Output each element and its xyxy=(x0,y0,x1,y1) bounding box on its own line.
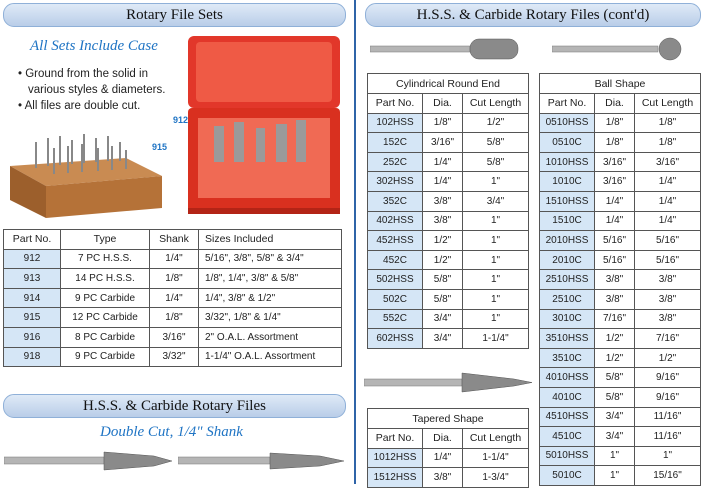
table-cell: 5/8" xyxy=(423,270,463,290)
table-row xyxy=(540,446,701,466)
table-row xyxy=(540,113,701,133)
table-row xyxy=(368,250,529,270)
table-cell: 1" xyxy=(595,466,635,486)
table-row xyxy=(540,152,701,172)
table-row xyxy=(540,270,701,290)
table-row xyxy=(368,231,529,251)
col-dia: Dia. xyxy=(595,94,635,114)
table-cell: 1/2" xyxy=(595,348,635,368)
part-number-cell: 2010HSS xyxy=(540,231,595,251)
table-cell: 3/32", 1/8" & 1/4" xyxy=(199,308,342,328)
table-row xyxy=(540,191,701,211)
part-number-cell: 552C xyxy=(368,309,423,329)
wooden-block-set-image xyxy=(6,128,166,220)
part-number-cell: 502HSS xyxy=(368,270,423,290)
table-cell: 1" xyxy=(463,289,529,309)
red-case-set-image xyxy=(186,34,348,216)
table-cell: 7 PC H.S.S. xyxy=(61,249,150,269)
table-row xyxy=(368,270,529,290)
table-cell: 1/8" xyxy=(635,133,701,153)
table-cell: 1" xyxy=(463,250,529,270)
part-number-cell: 912 xyxy=(4,249,61,269)
rotary-files-contd-banner xyxy=(365,3,701,27)
table-cell: 1-1/4" xyxy=(463,448,529,468)
table-cell: 3/16" xyxy=(423,133,463,153)
part-number-cell: 3010C xyxy=(540,309,595,329)
tapered-shape-table xyxy=(367,408,529,488)
table-row xyxy=(540,309,701,329)
part-number-cell: 0510HSS xyxy=(540,113,595,133)
table-cell: 1/2" xyxy=(463,113,529,133)
table-cell: 3/32" xyxy=(150,347,199,367)
table-row xyxy=(368,329,529,349)
part-number-cell: 602HSS xyxy=(368,329,423,349)
table-row xyxy=(368,191,529,211)
table-cell: 1/8" xyxy=(150,269,199,289)
table-cell: 1/4" xyxy=(423,172,463,192)
part-number-cell: 4510C xyxy=(540,427,595,447)
col-sizes: Sizes Included xyxy=(199,230,342,250)
table-row xyxy=(540,211,701,231)
part-number-cell: 2510C xyxy=(540,289,595,309)
table-row xyxy=(368,113,529,133)
table-cell: 3/16" xyxy=(150,327,199,347)
col-part-no: Part No. xyxy=(540,94,595,114)
part-number-cell: 452HSS xyxy=(368,231,423,251)
table-row xyxy=(4,288,342,308)
table-row xyxy=(540,348,701,368)
tapered-burr-image xyxy=(178,447,348,475)
table-cell: 9/16" xyxy=(635,368,701,388)
table-cell: 9/16" xyxy=(635,387,701,407)
table-cell: 11/16" xyxy=(635,427,701,447)
table-row xyxy=(368,468,529,488)
table-cell: 1" xyxy=(463,211,529,231)
table-cell: 3/8" xyxy=(423,191,463,211)
callout-912: 912 xyxy=(173,115,189,125)
cylindrical-caption: Cylindrical Round End xyxy=(368,74,529,94)
table-cell: 3/8" xyxy=(595,270,635,290)
table-row xyxy=(368,172,529,192)
table-cell: 1/4" xyxy=(150,288,199,308)
part-number-cell: 1510HSS xyxy=(540,191,595,211)
table-cell: 5/8" xyxy=(595,387,635,407)
callout-915: 915 xyxy=(152,142,168,152)
table-cell: 5/8" xyxy=(463,152,529,172)
part-number-cell: 1510C xyxy=(540,211,595,231)
part-number-cell: 402HSS xyxy=(368,211,423,231)
col-shank: Shank xyxy=(150,230,199,250)
part-number-cell: 1010C xyxy=(540,172,595,192)
table-cell: 1/8" xyxy=(423,113,463,133)
table-row xyxy=(540,407,701,427)
ball-shape-table xyxy=(539,73,701,486)
table-cell: 1/8" xyxy=(595,133,635,153)
part-number-cell: 4010HSS xyxy=(540,368,595,388)
table-cell: 1" xyxy=(635,446,701,466)
table-cell: 5/16" xyxy=(595,231,635,251)
table-cell: 3/8" xyxy=(635,289,701,309)
table-row xyxy=(540,172,701,192)
table-cell: 3/8" xyxy=(635,309,701,329)
table-cell: 3/8" xyxy=(635,270,701,290)
cylindrical-round-end-table xyxy=(367,73,529,349)
table-cell: 9 PC Carbide xyxy=(61,288,150,308)
part-number-cell: 502C xyxy=(368,289,423,309)
table-cell: 1/8", 1/4", 3/8" & 5/8" xyxy=(199,269,342,289)
col-cut-length: Cut Length xyxy=(635,94,701,114)
table-cell: 1/8" xyxy=(595,113,635,133)
col-part-no: Part No. xyxy=(368,429,423,449)
part-number-cell: 4010C xyxy=(540,387,595,407)
col-cut-length: Cut Length xyxy=(463,94,529,114)
table-cell: 3/4" xyxy=(423,309,463,329)
table-row xyxy=(540,231,701,251)
col-dia: Dia. xyxy=(423,429,463,449)
col-dia: Dia. xyxy=(423,94,463,114)
part-number-cell: 1012HSS xyxy=(368,448,423,468)
part-number-cell: 2010C xyxy=(540,250,595,270)
table-cell: 1/8" xyxy=(635,113,701,133)
bullet-item: • All files are double cut. xyxy=(18,100,141,112)
part-number-cell: 918 xyxy=(4,347,61,367)
table-row xyxy=(540,466,701,486)
col-cut-length: Cut Length xyxy=(463,429,529,449)
table-cell: 1/4" xyxy=(150,249,199,269)
table-cell: 3/4" xyxy=(595,427,635,447)
table-cell: 3/8" xyxy=(423,468,463,488)
ball-caption: Ball Shape xyxy=(540,74,701,94)
table-row xyxy=(540,250,701,270)
double-cut-subtitle: Double Cut, 1/4" Shank xyxy=(100,424,243,440)
table-row xyxy=(368,289,529,309)
rotary-file-sets-table xyxy=(3,229,342,367)
col-type: Type xyxy=(61,230,150,250)
table-row xyxy=(368,211,529,231)
table-cell: 1/2" xyxy=(423,231,463,251)
table-cell: 9 PC Carbide xyxy=(61,347,150,367)
table-cell: 5/16", 3/8", 5/8" & 3/4" xyxy=(199,249,342,269)
sets-subtitle: All Sets Include Case xyxy=(30,38,158,54)
table-row xyxy=(4,347,342,367)
part-number-cell: 252C xyxy=(368,152,423,172)
rotary-file-sets-title: Rotary File Sets xyxy=(126,6,223,23)
table-cell: 1" xyxy=(463,309,529,329)
column-divider xyxy=(354,0,356,484)
part-number-cell: 352C xyxy=(368,191,423,211)
table-row xyxy=(540,387,701,407)
table-cell: 1/4" xyxy=(635,191,701,211)
rotary-files-contd-title: H.S.S. & Carbide Rotary Files (cont'd) xyxy=(416,6,650,23)
table-row xyxy=(368,133,529,153)
table-cell: 15/16" xyxy=(635,466,701,486)
table-row xyxy=(540,368,701,388)
table-cell: 1" xyxy=(463,270,529,290)
ball-burr-image xyxy=(552,36,692,62)
table-cell: 11/16" xyxy=(635,407,701,427)
table-cell: 1-1/4" O.A.L. Assortment xyxy=(199,347,342,367)
bullet-item: • Ground from the solid in various styles & diameters. xyxy=(18,68,166,96)
table-cell: 1" xyxy=(463,231,529,251)
table-cell: 1/4" xyxy=(635,172,701,192)
table-cell: 7/16" xyxy=(635,329,701,349)
table-cell: 1/2" xyxy=(635,348,701,368)
cylindrical-burr-image xyxy=(370,36,530,62)
part-number-cell: 4510HSS xyxy=(540,407,595,427)
part-number-cell: 5010C xyxy=(540,466,595,486)
table-cell: 1/4" xyxy=(635,211,701,231)
table-row xyxy=(4,308,342,328)
table-cell: 1/4" xyxy=(595,191,635,211)
rotary-file-sets-banner xyxy=(3,3,346,27)
part-number-cell: 152C xyxy=(368,133,423,153)
table-cell: 3/8" xyxy=(423,211,463,231)
table-cell: 3/4" xyxy=(463,191,529,211)
table-cell: 1/4" xyxy=(423,152,463,172)
part-number-cell: 3510C xyxy=(540,348,595,368)
table-row xyxy=(540,133,701,153)
table-row xyxy=(368,309,529,329)
feature-bullets xyxy=(16,66,186,114)
part-number-cell: 913 xyxy=(4,269,61,289)
table-cell: 1/4", 3/8" & 1/2" xyxy=(199,288,342,308)
table-row xyxy=(4,327,342,347)
table-row xyxy=(368,448,529,468)
tapered-burr-image xyxy=(364,370,534,396)
tapered-burr-image xyxy=(4,447,174,475)
table-cell: 3/16" xyxy=(595,152,635,172)
table-cell: 2" O.A.L. Assortment xyxy=(199,327,342,347)
table-row xyxy=(540,329,701,349)
table-cell: 14 PC H.S.S. xyxy=(61,269,150,289)
table-cell: 3/16" xyxy=(595,172,635,192)
table-cell: 3/4" xyxy=(595,407,635,427)
table-cell: 5/8" xyxy=(423,289,463,309)
table-cell: 12 PC Carbide xyxy=(61,308,150,328)
table-cell: 3/16" xyxy=(635,152,701,172)
table-cell: 1" xyxy=(463,172,529,192)
part-number-cell: 914 xyxy=(4,288,61,308)
col-part-no: Part No. xyxy=(368,94,423,114)
table-cell: 5/16" xyxy=(595,250,635,270)
table-row xyxy=(4,249,342,269)
table-cell: 5/16" xyxy=(635,250,701,270)
table-cell: 1/4" xyxy=(595,211,635,231)
col-part-no: Part No. xyxy=(4,230,61,250)
part-number-cell: 452C xyxy=(368,250,423,270)
table-row xyxy=(4,269,342,289)
table-cell: 1-3/4" xyxy=(463,468,529,488)
table-cell: 7/16" xyxy=(595,309,635,329)
tapered-caption: Tapered Shape xyxy=(368,409,529,429)
rotary-files-title: H.S.S. & Carbide Rotary Files xyxy=(83,397,266,414)
part-number-cell: 5010HSS xyxy=(540,446,595,466)
table-cell: 8 PC Carbide xyxy=(61,327,150,347)
table-cell: 1/4" xyxy=(423,448,463,468)
table-cell: 3/4" xyxy=(423,329,463,349)
table-row xyxy=(368,152,529,172)
table-row xyxy=(540,427,701,447)
part-number-cell: 302HSS xyxy=(368,172,423,192)
table-cell: 1/2" xyxy=(595,329,635,349)
part-number-cell: 3510HSS xyxy=(540,329,595,349)
part-number-cell: 1512HSS xyxy=(368,468,423,488)
table-cell: 3/8" xyxy=(595,289,635,309)
table-cell: 1/2" xyxy=(423,250,463,270)
part-number-cell: 102HSS xyxy=(368,113,423,133)
part-number-cell: 2510HSS xyxy=(540,270,595,290)
part-number-cell: 0510C xyxy=(540,133,595,153)
table-row xyxy=(540,289,701,309)
part-number-cell: 915 xyxy=(4,308,61,328)
rotary-files-banner xyxy=(3,394,346,418)
table-cell: 5/8" xyxy=(463,133,529,153)
table-cell: 1/8" xyxy=(150,308,199,328)
table-cell: 5/8" xyxy=(595,368,635,388)
part-number-cell: 916 xyxy=(4,327,61,347)
table-cell: 1" xyxy=(595,446,635,466)
table-cell: 1-1/4" xyxy=(463,329,529,349)
table-cell: 5/16" xyxy=(635,231,701,251)
part-number-cell: 1010HSS xyxy=(540,152,595,172)
